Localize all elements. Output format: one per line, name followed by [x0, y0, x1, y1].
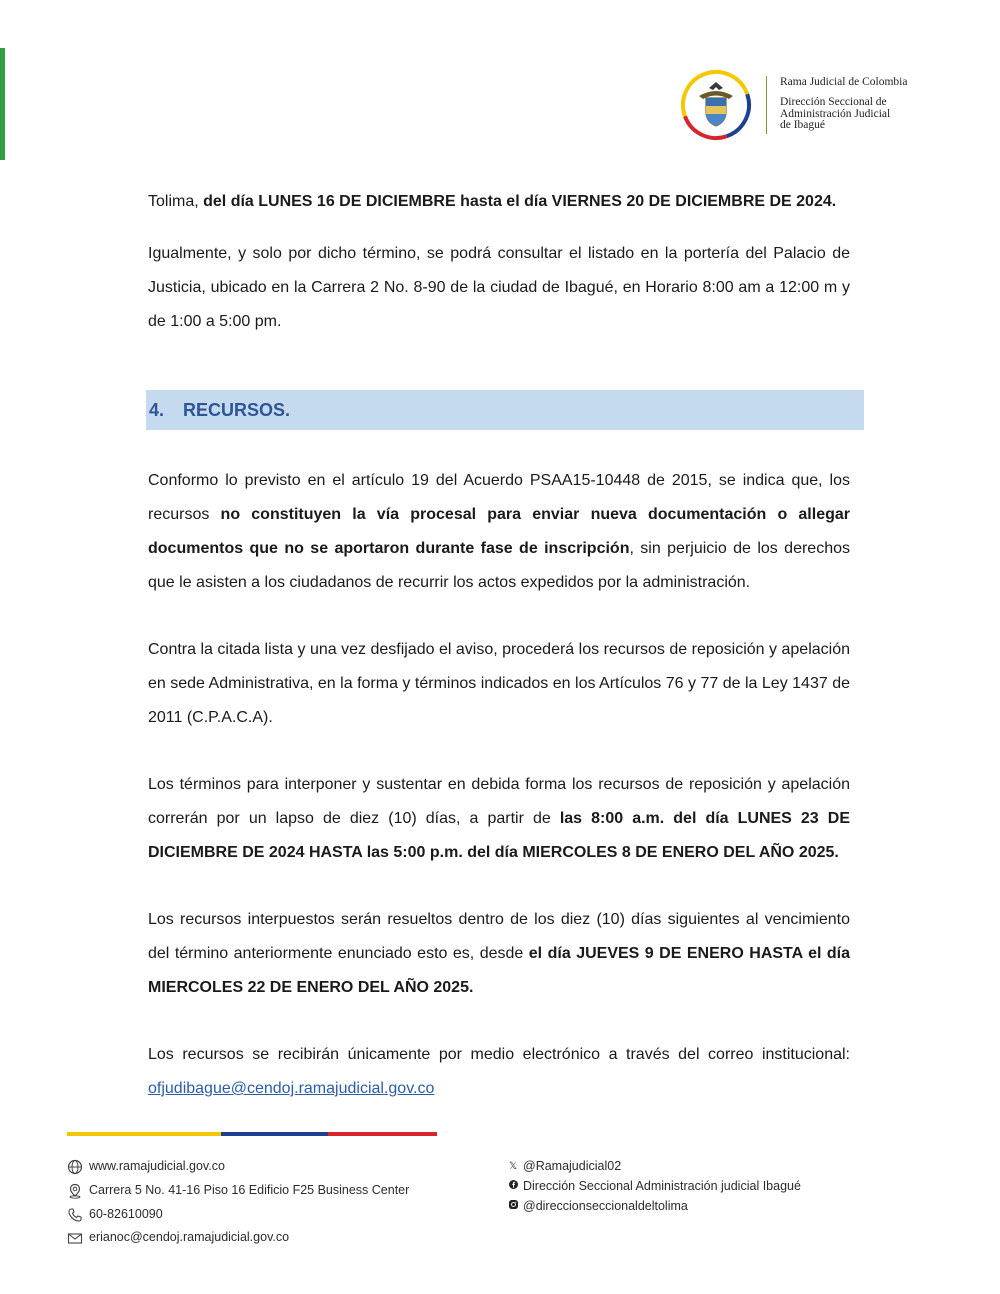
organization-name	[780, 75, 907, 132]
section-title: RECURSOS.	[183, 400, 291, 420]
text: Contra la citada lista y una vez desfijado el aviso, procederá los recursos de reposición y apelación en sede Administrativa, en la forma y términos indicados en los Artículos 76 y 77 de la Ley 1437 de 2011 (C.P.A.C.A).	[148, 641, 850, 726]
facebook-icon	[508, 1179, 518, 1195]
left-accent-bar	[0, 48, 5, 160]
text: Tolima,	[148, 193, 204, 210]
org-line-2	[780, 97, 907, 132]
mail-icon	[67, 1230, 83, 1246]
org-line-2b: Administración Judicial	[780, 107, 891, 120]
footer-instagram	[508, 1198, 688, 1215]
email-text[interactable]: erianoc@cendoj.ramajudicial.gov.co	[89, 1230, 290, 1244]
bold-text: no constituyen la vía procesal para enviar nueva documentación o allegar documentos que no se aportaron durante fase de inscripción	[148, 506, 850, 557]
phone-icon	[67, 1207, 83, 1223]
paragraph-correo	[148, 1038, 850, 1106]
x-handle-text[interactable]: @Ramajudicial02	[523, 1159, 622, 1173]
phone-text: 60-82610090	[89, 1207, 163, 1221]
footer-stripe-red	[328, 1132, 437, 1136]
header-divider	[766, 76, 767, 134]
footer-stripe-yellow	[67, 1132, 221, 1136]
footer-x	[508, 1158, 621, 1175]
org-line-2c: de Ibagué	[780, 119, 826, 131]
instagram-text[interactable]: @direccionseccionaldeltolima	[523, 1199, 688, 1213]
globe-icon	[67, 1159, 83, 1175]
org-line-2a: Dirección Seccional de	[780, 96, 887, 108]
address-text: Carrera 5 No. 41-16 Piso 16 Edificio F25 Business Center	[89, 1183, 410, 1197]
x-logo-icon: 𝕏	[508, 1160, 518, 1172]
footer-phone	[67, 1206, 163, 1223]
paragraph-consult	[148, 237, 850, 339]
bold-text: el día JUEVES 9 DE ENERO HASTA el día MIERCOLES 22 DE ENERO DEL AÑO 2025.	[148, 945, 850, 996]
website-text[interactable]: www.ramajudicial.gov.co	[89, 1159, 225, 1173]
text: Igualmente, y solo por dicho término, se podrá consultar el listado en la portería del Palacio de Justicia, ubicado en la Carrera 2 No. 8-90 de la ciudad de Ibagué, en Horario 8:00 am a 12:00 m y de 1:00 a 5:00 pm.	[148, 245, 850, 330]
footer-stripe-blue	[221, 1132, 328, 1136]
text: Los recursos interpuestos serán resueltos dentro de los diez (10) días siguientes al vencimiento del término anteriormente enunciado esto es, desde	[148, 911, 850, 962]
text: , sin perjuicio de los derechos que le asisten a los ciudadanos de recurrir los actos expedidos por la administración.	[148, 540, 851, 591]
footer-email	[67, 1229, 289, 1246]
paragraph-terminos	[148, 768, 850, 870]
location-pin-icon	[67, 1183, 83, 1199]
text: Conformo lo previsto en el artículo 19 del Acuerdo PSAA15-10448 de 2015, se indica que, los recursos	[148, 472, 850, 523]
paragraph-recursos-intro	[148, 464, 850, 600]
section-number: 4.	[149, 400, 165, 420]
footer-website	[67, 1158, 225, 1175]
paragraph-dates	[148, 185, 850, 219]
footer-facebook	[508, 1178, 801, 1195]
text: Los recursos se recibirán únicamente por medio electrónico a través del correo institucional:	[148, 1046, 850, 1063]
bold-text: del día LUNES 16 DE DICIEMBRE hasta el día VIERNES 20 DE DICIEMBRE DE 2024.	[203, 193, 837, 210]
org-line-1: Rama Judicial de Colombia	[780, 76, 908, 88]
institutional-email-link[interactable]: ofjudibague@cendoj.ramajudicial.gov.co	[148, 1080, 435, 1097]
paragraph-contra-lista	[148, 633, 850, 735]
coat-of-arms-logo	[679, 68, 753, 142]
bold-text: las 8:00 a.m. del día LUNES 23 DE DICIEMBRE DE 2024 HASTA las 5:00 p.m. del día MIERCOLES 8 DE ENERO DEL AÑO 2025.	[148, 810, 850, 861]
facebook-text[interactable]: Dirección Seccional Administración judicial Ibagué	[523, 1179, 801, 1193]
section-heading	[146, 390, 864, 430]
text: Los términos para interponer y sustentar en debida forma los recursos de reposición y apelación correrán por un lapso de diez (10) días, a partir de	[148, 776, 850, 827]
instagram-icon	[508, 1199, 518, 1215]
footer-address	[67, 1182, 409, 1199]
paragraph-resueltos	[148, 903, 850, 1005]
